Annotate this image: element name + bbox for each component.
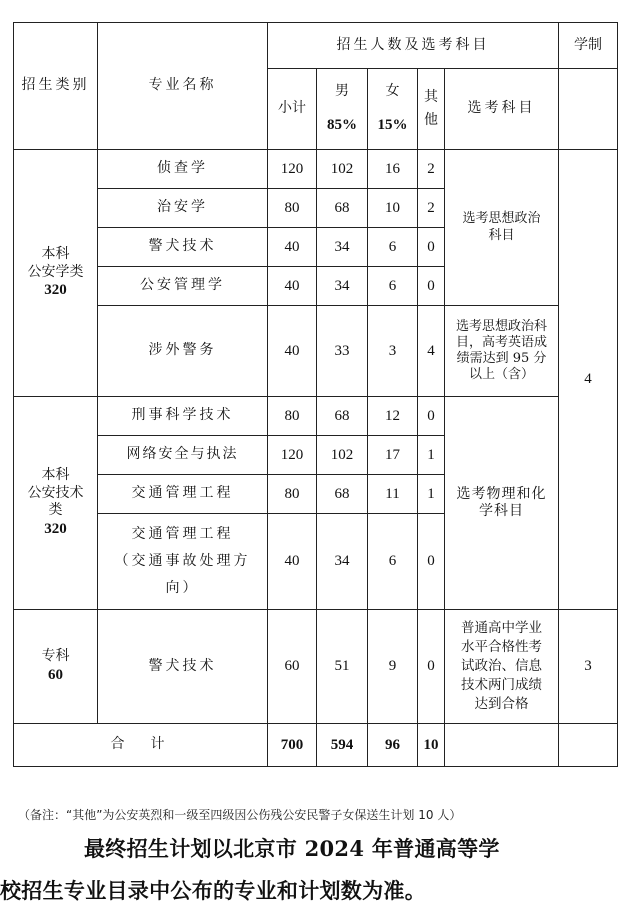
female-cell: 6 — [368, 267, 418, 306]
total-other: 10 — [418, 724, 445, 767]
table-row — [14, 306, 618, 397]
subtotal-cell: 80 — [268, 475, 317, 514]
header-major: 专业名称 — [98, 23, 268, 150]
major-name: 网络安全与执法 — [98, 436, 268, 475]
subjects-line: 目，高考英语成 — [456, 334, 548, 350]
male-cell: 34 — [317, 267, 368, 306]
female-cell: 17 — [368, 436, 418, 475]
subtotal-cell: 40 — [268, 228, 317, 267]
enrollment-plan-table — [13, 22, 618, 767]
female-cell: 6 — [368, 228, 418, 267]
other-cell: 0 — [418, 610, 445, 724]
duration-cell: 4 — [559, 150, 618, 610]
category-line: 本科 — [41, 246, 70, 263]
category-count: 60 — [48, 666, 63, 683]
header-male-pct: 85% — [327, 117, 357, 134]
major-name: 警犬技术 — [98, 228, 268, 267]
subtotal-cell: 40 — [268, 514, 317, 610]
header-category: 招生类别 — [14, 23, 98, 150]
category-cell — [14, 610, 98, 724]
male-cell: 102 — [317, 150, 368, 189]
subjects-cell — [445, 397, 559, 610]
header-female-pct: 15% — [377, 117, 408, 134]
table-row — [14, 610, 618, 724]
other-cell: 0 — [418, 514, 445, 610]
total-female: 96 — [368, 724, 418, 767]
total-subjects-empty — [445, 724, 559, 767]
subjects-line: 选考思想政治 — [462, 211, 541, 227]
total-duration-empty — [559, 724, 618, 767]
subjects-line: 技术两门成绩 — [461, 676, 542, 693]
total-label: 合 计 — [14, 724, 268, 767]
header-other-line1: 其 — [424, 88, 438, 105]
total-row — [14, 724, 618, 767]
male-cell: 102 — [317, 436, 368, 475]
subtotal-cell: 80 — [268, 397, 317, 436]
table-row — [14, 150, 618, 189]
subjects-line: 选考思想政治科 — [456, 318, 548, 334]
subtotal-cell: 40 — [268, 267, 317, 306]
category-cell — [14, 150, 98, 397]
other-cell: 1 — [418, 436, 445, 475]
female-cell: 3 — [368, 306, 418, 397]
category-line: 类 — [48, 502, 63, 519]
other-cell: 1 — [418, 475, 445, 514]
header-female-label: 女 — [385, 82, 400, 99]
table-row — [14, 397, 618, 436]
female-cell: 16 — [368, 150, 418, 189]
subtotal-cell: 40 — [268, 306, 317, 397]
header-female — [368, 69, 418, 150]
category-count: 320 — [44, 282, 67, 299]
major-name-line: 向） — [165, 580, 200, 597]
header-male-label: 男 — [335, 82, 349, 99]
major-name: 治安学 — [98, 189, 268, 228]
other-cell: 2 — [418, 189, 445, 228]
subjects-cell — [445, 150, 559, 306]
major-name: 刑事科学技术 — [98, 397, 268, 436]
major-name: 公安管理学 — [98, 267, 268, 306]
header-group: 招生人数及选考科目 — [268, 23, 559, 69]
male-cell: 68 — [317, 189, 368, 228]
other-cell: 0 — [418, 397, 445, 436]
female-cell: 10 — [368, 189, 418, 228]
category-cell — [14, 397, 98, 610]
footer-line: 校招生专业目录中公布的专业和计划数为准。 — [0, 878, 426, 903]
subtotal-cell: 120 — [268, 436, 317, 475]
subjects-line: 学科目 — [479, 503, 524, 519]
female-cell: 6 — [368, 514, 418, 610]
female-cell: 12 — [368, 397, 418, 436]
major-name: 警犬技术 — [98, 610, 268, 724]
header-subtotal: 小计 — [268, 69, 317, 150]
major-name: 侦查学 — [98, 150, 268, 189]
header-subjects: 选考科目 — [445, 69, 559, 150]
category-line: 专科 — [41, 648, 70, 665]
subjects-line: 普通高中学业 — [461, 620, 542, 637]
major-name: 涉外警务 — [98, 306, 268, 397]
duration-cell: 3 — [559, 610, 618, 724]
header-male — [317, 69, 368, 150]
other-cell: 4 — [418, 306, 445, 397]
male-cell: 34 — [317, 514, 368, 610]
major-name-line: （交通事故处理方 — [114, 552, 251, 569]
subjects-line: 以上（含） — [469, 367, 535, 383]
category-line: 本科 — [41, 467, 70, 484]
subtotal-cell: 120 — [268, 150, 317, 189]
subjects-cell — [445, 306, 559, 397]
total-male: 594 — [317, 724, 368, 767]
other-cell: 0 — [418, 267, 445, 306]
major-name: 交通管理工程 — [98, 475, 268, 514]
female-cell: 11 — [368, 475, 418, 514]
footer-statement — [0, 828, 629, 912]
header-duration-empty — [559, 69, 618, 150]
total-subtotal: 700 — [268, 724, 317, 767]
category-line: 公安技术 — [27, 484, 84, 501]
subtotal-cell: 80 — [268, 189, 317, 228]
footer-line: 最终招生计划以北京市 2024 年普通高等学 — [84, 836, 500, 861]
subjects-cell — [445, 610, 559, 724]
subjects-line: 选考物理和化 — [456, 485, 547, 502]
major-name-line: 交通管理工程 — [131, 525, 234, 542]
subjects-line: 达到合格 — [474, 695, 529, 712]
male-cell: 33 — [317, 306, 368, 397]
footnote: （备注：“其他”为公安英烈和一级至四级因公伤残公安民警子女保送生计划 10 人） — [18, 808, 462, 822]
subjects-line: 科目 — [488, 227, 515, 243]
header-other-line2: 他 — [424, 112, 438, 128]
subjects-line: 绩需达到 95 分 — [456, 351, 547, 366]
other-cell: 0 — [418, 228, 445, 267]
category-line: 公安学类 — [27, 263, 84, 280]
male-cell: 51 — [317, 610, 368, 724]
category-count: 320 — [44, 520, 67, 537]
subjects-line: 试政治、信息 — [461, 658, 542, 675]
male-cell: 68 — [317, 475, 368, 514]
header-row-1 — [14, 23, 618, 69]
subjects-line: 水平合格性考 — [461, 639, 542, 656]
header-duration: 学制 — [559, 23, 618, 69]
major-name — [98, 514, 268, 610]
other-cell: 2 — [418, 150, 445, 189]
female-cell: 9 — [368, 610, 418, 724]
header-other — [418, 69, 445, 150]
male-cell: 34 — [317, 228, 368, 267]
male-cell: 68 — [317, 397, 368, 436]
subtotal-cell: 60 — [268, 610, 317, 724]
